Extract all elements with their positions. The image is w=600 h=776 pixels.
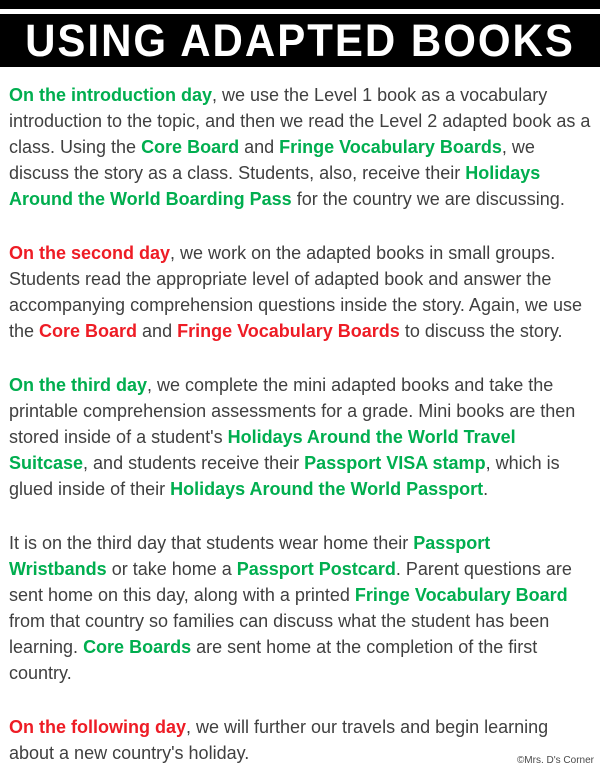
highlight-phrase: Holidays Around the World Boarding Pass bbox=[9, 163, 541, 209]
highlight-phrase: Holidays Around the World Passport bbox=[170, 479, 484, 499]
paragraph-third-day bbox=[9, 372, 591, 502]
highlight-phrase: Fringe Vocabulary Boards bbox=[279, 137, 502, 157]
highlight-phrase: Core Board bbox=[39, 321, 138, 341]
text-run: , we discuss the story as a class. Students, also, receive their bbox=[9, 137, 535, 183]
highlight-phrase: Holidays Around the World Travel Suitcase bbox=[9, 427, 516, 473]
highlight-phrase: On the third day bbox=[9, 375, 148, 395]
highlight-phrase: Passport Wristbands bbox=[9, 533, 491, 579]
text-run: from that country so families can discuss what the student has been learning. bbox=[9, 611, 550, 657]
paragraph-following-day bbox=[9, 714, 591, 766]
text-run: or take home a bbox=[106, 559, 237, 579]
text-run: for the country we are discussing. bbox=[291, 189, 565, 209]
highlight-phrase: Core Board bbox=[141, 137, 240, 157]
text-run: and bbox=[239, 137, 280, 157]
highlight-phrase: Core Boards bbox=[83, 637, 192, 657]
page-title: USING ADAPTED BOOKS bbox=[25, 14, 575, 66]
highlight-phrase: Passport Postcard bbox=[236, 559, 396, 579]
text-run: , which is glued inside of their bbox=[9, 453, 560, 499]
title-banner bbox=[0, 14, 600, 67]
highlight-phrase: Fringe Vocabulary Boards bbox=[177, 321, 400, 341]
text-run: It is on the third day that students wear home their bbox=[9, 533, 414, 553]
highlight-phrase: Passport VISA stamp bbox=[304, 453, 486, 473]
text-run: to discuss the story. bbox=[399, 321, 563, 341]
highlight-phrase: On the following day bbox=[9, 717, 186, 737]
text-run: . Parent questions are sent home on this day, along with a printed bbox=[9, 559, 572, 605]
text-run: , we use the Level 1 book as a vocabulary introduction to the topic, and then we read the Level 2 adapted book as a class. Using the bbox=[9, 85, 591, 157]
top-border-strip bbox=[0, 0, 600, 9]
text-run: , we complete the mini adapted books and take the printable comprehension assessments for a grade. Mini books are then stored inside of a student's bbox=[9, 375, 576, 447]
highlight-phrase: On the second day bbox=[9, 243, 171, 263]
text-run: , and students receive their bbox=[83, 453, 305, 473]
paragraph-send-home bbox=[9, 530, 591, 686]
text-run: , we work on the adapted books in small groups. Students read the appropriate level of adapted book and answer the accompanying comprehension questions inside the story. Again, we use the bbox=[9, 243, 583, 341]
text-run: , we will further our travels and begin learning about a new country's holiday. bbox=[9, 717, 549, 763]
paragraph-second-day bbox=[9, 240, 591, 344]
highlight-phrase: Fringe Vocabulary Board bbox=[354, 585, 568, 605]
copyright-credit: ©Mrs. D's Corner bbox=[516, 755, 594, 766]
highlight-phrase: On the introduction day bbox=[9, 85, 212, 105]
paragraph-introduction-day bbox=[9, 82, 591, 212]
text-run: and bbox=[137, 321, 178, 341]
body-text bbox=[0, 67, 600, 766]
text-run: are sent home at the completion of the first country. bbox=[9, 637, 538, 683]
text-run: . bbox=[483, 479, 489, 499]
